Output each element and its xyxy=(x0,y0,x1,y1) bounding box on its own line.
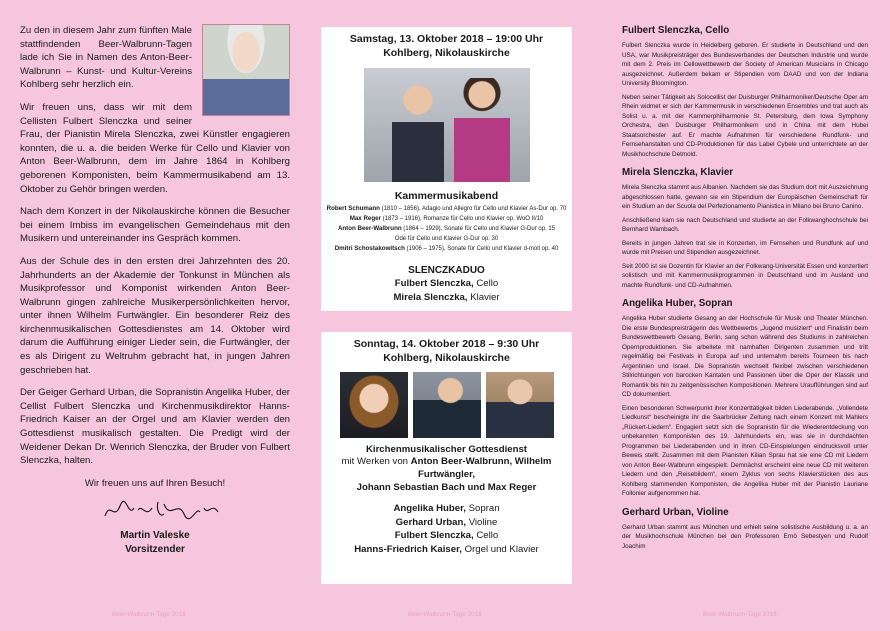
page-footer: Beer-Walbrunn-Tage 2018 xyxy=(112,611,186,618)
bio-paragraph: Fulbert Slenczka wurde in Heidelberg geboren. Er studierte in Deutschland und den USA, war Musikpreisträger des Bundesverbandes der Deutschen Industrie und wurde mit dem 2. Preis im Cellowettbewerb der Society of American Musicians in Chicago ausgezeichnet. Außerdem bekam er Stipendien vom DAAD und von der Indiana University Bloomington. xyxy=(622,42,868,87)
welcome-paragraph: Wir freuen uns, dass wir mit dem Cellisten Fulbert Slenczka und seiner Frau, der Pianistin Mirela Slenczka, zwei Künstler engagieren konnten, die u. a. die beiden Werke für Cello und Klavier von Anton Beer-Walbrunn, dem im Jahre 1864 in Kohlberg geborenen Komponisten, beim Kammermusikabend am 13. Oktober zu Gehör bringen werden. xyxy=(20,101,290,195)
bio-heading: Angelika Huber, Sopran xyxy=(622,298,733,309)
program-title: Kammermusikabend xyxy=(394,190,499,202)
performer-photos xyxy=(321,372,572,438)
violinist-photo xyxy=(413,372,481,438)
signer-role: Vorsitzender xyxy=(125,544,185,555)
program-item: Anton Beer-Walbrunn (1864 – 1929), Sonate für Cello und Klavier G-Dur op. 15 xyxy=(337,225,556,232)
bio-paragraph: Seit 2000 ist sie Dozentin für Klavier an der Folkwang-Universität Essen und konzertiert solistisch und mit Kammermusikprogrammen in Deutschland und im Ausland und machte Rundfunk- und CD-Aufnahmen. xyxy=(622,262,868,289)
bio-heading: Mirela Slenczka, Klavier xyxy=(622,167,734,178)
organist-photo xyxy=(486,372,554,438)
soprano-photo xyxy=(340,372,408,438)
performer: Angelika Huber, Sopran xyxy=(393,503,500,514)
program-item: Max Reger (1873 – 1916), Romanze für Cello und Klavier op. WoO II/10 xyxy=(349,215,544,222)
performer: Fulbert Slenczka, Cello xyxy=(394,530,499,541)
performer: Hanns-Friedrich Kaiser, Orgel und Klavier xyxy=(354,543,539,555)
bio-heading: Gerhard Urban, Violine xyxy=(622,506,729,518)
page-footer: Beer-Walbrunn-Tage 2018 xyxy=(408,611,482,618)
concert-card xyxy=(321,27,572,311)
signature xyxy=(100,496,240,524)
service-title: Kirchenmusikalischer Gottesdienst xyxy=(365,444,527,455)
ensemble-name: SLENCZKADUO xyxy=(408,265,485,276)
welcome-paragraph: Aus der Schule des in den ersten drei Jahrzehnten des 20. Jahrhunderts an der Akademie der Tonkunst in München als Musikprofessor und Komponist wirkenden Anton Beer-Walbrunn gingen zahlreiche Musikerpersönlichkeiten hervor, unter ihnen Wilhelm Furtwängler. Ein besonderer Reiz des kirchenmusikalischen Gottesdienstes am 14. Oktober wird darum die Aufführung einiger Lieder sein, die Furtwängler, der es als Dirigent zu Weltruhm gebracht hat, in jungen Jahren geschrieben hat. xyxy=(20,255,290,376)
welcome-paragraph: Nach dem Konzert in der Nikolauskirche können die Besucher bei einem Imbiss im evangelischen Gemeindehaus mit den Musikern und untereinander ins Gespräch kommen. xyxy=(20,206,290,245)
program-item: Ode für Cello und Klavier G-Dur op. 30 xyxy=(394,236,499,242)
page-footer: Beer-Walbrunn-Tage 2018 xyxy=(703,611,777,618)
performer: Gerhard Urban, Violine xyxy=(395,516,498,528)
cellist-figure xyxy=(392,82,444,182)
bio-heading: Fulbert Slenczka, Cello xyxy=(622,25,730,36)
biographies-column xyxy=(622,24,868,555)
service-works: mit Werken von Anton Beer-Walbrunn, Wilhelm Furtwängler, xyxy=(341,456,552,480)
greeting: Wir freuen uns auf Ihren Besuch! xyxy=(84,477,226,489)
bio-paragraph: Bereits in jungen Jahren trat sie in Konzerten, im Fernsehen und Rundfunk auf und wurde mit Preisen und Stipendien ausgezeichnet. xyxy=(622,239,868,256)
concert-place: Kohlberg, Nikolauskirche xyxy=(383,47,510,59)
welcome-column xyxy=(20,24,290,557)
duo-photo xyxy=(364,68,530,182)
performer: Mirela Slenczka, Klavier xyxy=(393,291,500,303)
chairman-portrait xyxy=(202,24,290,116)
bio-paragraph: Neben seiner Tätigkeit als Solocellist der Duisburger Philharmoniker/Deutsche Oper am Rhein widmet er sich der Kammermusik in verschiedenen Ensembles und trat auch als Solist u. a. mit der Kammerphilharmonie St. Petersburg, dem Iowa Symphony Orchestra, den Duisburger Philharmonikern und in China mit dem Hubei Staatsorchester auf. Er machte Aufnahmen für verschiedene Rundfunk- und Fernsehanstalten und CD-Produktionen für das Label Cybele und unterrichtete an der Musikhochschule Detmold. xyxy=(622,93,868,158)
performer: Fulbert Slenczka, Cello xyxy=(394,278,499,289)
welcome-paragraph: Zu den in diesem Jahr zum fünften Male stattfindenden Beer-Walbrunn-Tagen lade ich Sie in Namen des Anton-Beer-Walbrunn – Kunst- und Kultur-Vereins Kohlberg sehr herzlich ein. xyxy=(20,25,192,91)
program-list xyxy=(321,204,572,254)
program-item: Robert Schumann (1810 – 1856), Adagio und Allegro für Cello und Klavier As-Dur op. 70 xyxy=(326,205,567,212)
service-works-2: Johann Sebastian Bach und Max Reger xyxy=(356,482,537,493)
program-item: Dmitri Schostakowitsch (1906 – 1975), Sonate für Cello und Klavier d-moll op. 40 xyxy=(334,245,559,252)
welcome-paragraph: Der Geiger Gerhard Urban, die Sopranistin Angelika Huber, der Cellist Fulbert Slenczka und Kirchenmusikdirektor Hanns-Friedrich Kaiser an der Orgel und am Klavier werden den Gottesdienst musikalisch gestalten. Die Predigt wird der Weidener Dekan Dr. Wenrich Slenczka, der Bruder von Fulbert Slenczka, halten. xyxy=(20,387,290,467)
signer-name: Martin Valeske xyxy=(120,530,190,541)
bio-paragraph: Gerhard Urban stammt aus München und erhielt seine solistische Ausbildung u. a. an der Musikhochschule München bei den Professoren Ernö Sebestyen und Rudolf Joachim xyxy=(622,523,868,550)
service-date: Sonntag, 14. Oktober 2018 – 9:30 Uhr xyxy=(353,338,540,350)
bio-paragraph: Mirela Slenczka stammt aus Albanien. Nachdem sie das Studium dort mit Auszeichnung abgeschlossen hatte, gewann sie ein Stipendium der Europäischen Gemeinschaft für ein Studium an der Scuola del Perfezionamento Pianistica in Milano bei Bruno Canino. xyxy=(622,184,868,210)
concert-date: Samstag, 13. Oktober 2018 – 19:00 Uhr xyxy=(349,33,544,45)
performer-list xyxy=(321,277,572,304)
bio-paragraph: Angelika Huber studierte Gesang an der Hochschule für Musik und Theater München. Die erste Bundespreisträgerin des Wettbewerbs „Jugend musiziert“ und Finalistin beim Bundeswettbewerb Gesang, Berlin, sang schon während des Studiums in zahlreichen Opernproduktionen. Sie arbeitete mit namhaften Dirigenten zusammen und tritt regelmäßig bei Festivals in Europa auf und unternahm bereits Tourneen bis nach Argentinien und Israel. Die Sopranistin wechselt flexibel zwischen verschiedenen Stilrichtungen von barocken Kantaten und Passionen über die Oper der Klassik und Romantik bis hin zu zeitgenössischen Kompositionen. Mehrere Uraufführungen sind auf CD dokumentiert. xyxy=(622,315,868,398)
bio-paragraph: Einen besonderen Schwerpunkt ihrer Konzerttätigkeit bilden Liederabende. „Vollendete Liedkunst“ bescheinigte ihr die Saarbrücker Zeitung nach einem Konzert mit Mahlers „Rückert-Liedern“. Engagiert setzt sich die Sopranistin für die Wiederentdeckung von unbekannten Komponisten des 19. Jahrhunderts ein, was sie in durchdachten Programmen bei Liederabenden und in ihren CD-Einspielungen eindrucksvoll unter Beweis stellt. Zusammen mit dem Pianisten Kilian Sprau hat sie eine CD mit Liedern von Anton Beer-Walbrunn eingespielt. Demnächst erscheint eine neue CD mit weiteren Liedern und den „Reisebildern“, einem Zyklus von sechs Klavierstücken des aus Kohlberg stammenden Komponisten, die Angelika Huber mit der Pianistin Lauriane Follonier aufgenommen hat. xyxy=(622,404,868,497)
service-place: Kohlberg, Nikolauskirche xyxy=(383,352,510,364)
bio-paragraph: Anschließend kam sie nach Deutschland und studierte an der Folkwanghochschule bei Bernhard Wambach. xyxy=(622,216,868,233)
service-performers xyxy=(321,502,572,556)
service-card xyxy=(321,332,572,584)
pianist-figure xyxy=(454,78,510,182)
